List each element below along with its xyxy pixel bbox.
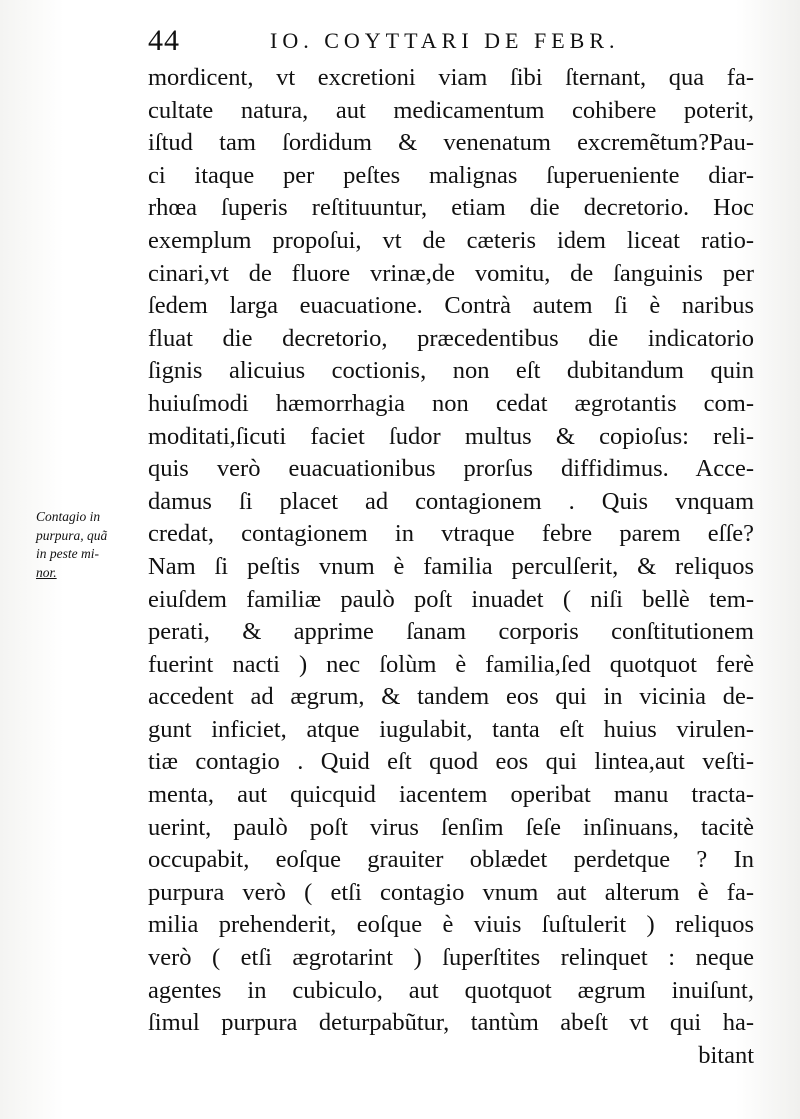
page-header [148,24,748,60]
catchword: bitant [698,1041,754,1069]
text-line: cinari,vt de fluore vrinæ,de vomitu, de ſanguinis per [148,259,754,287]
running-head: IO. COYTTARI DE FEBR. [270,28,620,53]
text-line: perati, & apprime ſanam corporis conſtitutionem [148,618,754,646]
text-line: iſtud tam ſordidum & venenatum excremẽtum?Pau- [148,129,754,157]
text-line: fuerint nacti ) nec ſolùm è familia,ſed quotquot ferè [148,650,754,678]
text-line: eiuſdem familiæ paulò poſt inuadet ( niſi bellè tem- [148,585,754,613]
text-line: quis verò euacuationibus prorſus diffidimus. Acce- [148,455,754,483]
text-line: exemplum propoſui, vt de cæteris idem liceat ratio- [148,226,754,254]
margin-note-line: Contagio in [36,509,101,524]
text-line: credat, contagionem in vtraque febre parem eſſe? [148,520,754,548]
text-line: menta, aut quicquid iacentem operibat manu tracta- [148,781,754,809]
body-text [148,62,754,1072]
text-line: huiuſmodi hæmorrhagia non cedat ægrotantis com- [148,389,754,417]
text-line: ci itaque per peſtes malignas ſuperueniente diar- [148,161,754,189]
margin-note-line: purpura, quã [36,527,108,543]
text-line: fluat die decretorio, præcedentibus die indicatorio [148,324,754,352]
text-line: uerint, paulò poſt virus ſenſim ſeſe inſinuans, tacitè [148,813,754,841]
text-line: gunt inficiet, atque iugulabit, tanta eſt huius virulen- [148,715,754,743]
text-line: rhœa ſuperis reſtituuntur, etiam die decretorio. Hoc [148,194,754,222]
text-line: Nam ſi peſtis vnum è familia perculſerit, & reliquos [148,552,754,580]
text-line: milia prehenderit, eoſque è viuis ſuſtulerit ) reliquos [148,911,754,939]
text-line: ſignis alicuius coctionis, non eſt dubitandum quin [148,357,754,385]
text-line: damus ſi placet ad contagionem . Quis vnquam [148,487,754,515]
text-line: purpura verò ( etſi contagio vnum aut alterum è fa- [148,878,754,906]
margin-note [36,508,148,582]
text-line: moditati,ſicuti faciet ſudor multus & copioſus: reli- [148,422,754,450]
text-line: agentes in cubiculo, aut quotquot ægrum inuiſunt, [148,976,754,1004]
text-line: mordicent, vt excretioni viam ſibi ſternant, qua fa- [148,64,754,91]
text-line: accedent ad ægrum, & tandem eos qui in vicinia de- [148,683,754,711]
text-line: occupabit, eoſque grauiter oblædet perdetque ? In [148,846,754,874]
page-number: 44 [148,24,180,57]
margin-note-line: in peste mi- [36,546,99,561]
margin-note-line: nor. [36,564,57,580]
text-line: cultate natura, aut medicamentum cohibere poterit, [148,96,754,124]
text-line: ſedem larga euacuatione. Contrà autem ſi è naribus [148,292,754,320]
text-line: ſimul purpura deturpabũtur, tantùm abeſt vt qui ha- [148,1009,754,1037]
text-line: tiæ contagio . Quid eſt quod eos qui lintea,aut veſti- [148,748,754,776]
text-line: verò ( etſi ægrotarint ) ſuperſtites relinquet : neque [148,944,754,972]
